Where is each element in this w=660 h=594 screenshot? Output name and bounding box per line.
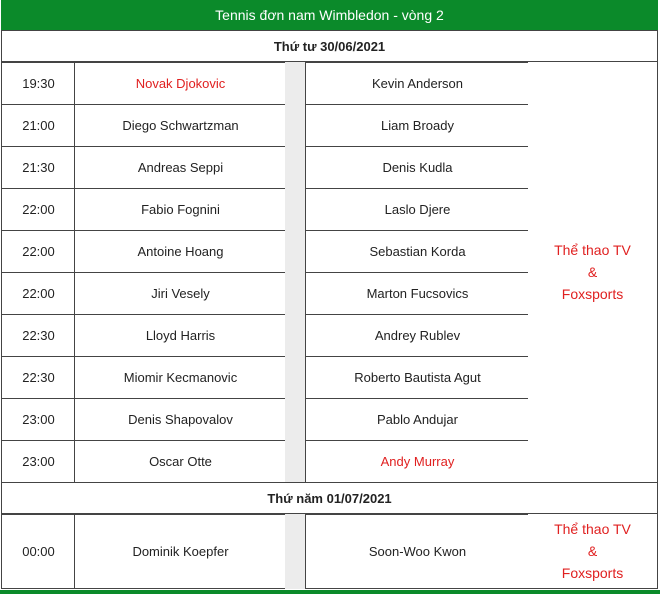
- player-away: Denis Kudla: [305, 146, 530, 189]
- player-away: Kevin Anderson: [305, 62, 530, 105]
- column-gap: [285, 514, 306, 589]
- player-home: Fabio Fognini: [74, 188, 287, 231]
- bottom-divider: [0, 590, 660, 594]
- tv-channel-line3: Foxsports: [561, 286, 624, 302]
- match-time: 22:30: [1, 356, 76, 399]
- match-time: 21:30: [1, 146, 76, 189]
- column-gap: [285, 272, 306, 315]
- column-gap: [285, 146, 306, 189]
- player-away: Sebastian Korda: [305, 230, 530, 273]
- tv-channel: [528, 514, 658, 589]
- player-home: Lloyd Harris: [74, 314, 287, 357]
- player-away: Liam Broady: [305, 104, 530, 147]
- date-header: Thứ tư 30/06/2021: [1, 30, 658, 62]
- match-time: 23:00: [1, 440, 76, 483]
- tv-channel-line2: &: [587, 543, 598, 559]
- table-title: Tennis đơn nam Wimbledon - vòng 2: [1, 0, 658, 30]
- tv-channel: [528, 62, 658, 483]
- column-gap: [285, 314, 306, 357]
- player-home: Diego Schwartzman: [74, 104, 287, 147]
- player-home: Denis Shapovalov: [74, 398, 287, 441]
- match-time: 22:00: [1, 188, 76, 231]
- column-gap: [285, 104, 306, 147]
- player-away: Andrey Rublev: [305, 314, 530, 357]
- player-away: Marton Fucsovics: [305, 272, 530, 315]
- match-time: 19:30: [1, 62, 76, 105]
- column-gap: [285, 440, 306, 483]
- player-away: Soon-Woo Kwon: [305, 514, 530, 589]
- player-away: Laslo Djere: [305, 188, 530, 231]
- player-home: Oscar Otte: [74, 440, 287, 483]
- match-time: 22:30: [1, 314, 76, 357]
- player-home: Andreas Seppi: [74, 146, 287, 189]
- player-away: Andy Murray: [305, 440, 530, 483]
- column-gap: [285, 230, 306, 273]
- player-away: Roberto Bautista Agut: [305, 356, 530, 399]
- column-gap: [285, 62, 306, 105]
- player-away: Pablo Andujar: [305, 398, 530, 441]
- player-home: Jiri Vesely: [74, 272, 287, 315]
- tv-channel-line1: Thể thao TV: [554, 242, 631, 258]
- tv-channel-line2: &: [587, 264, 598, 280]
- player-home: Dominik Koepfer: [74, 514, 287, 589]
- tv-channel-line3: Foxsports: [561, 565, 624, 581]
- match-time: 21:00: [1, 104, 76, 147]
- column-gap: [285, 398, 306, 441]
- column-gap: [285, 188, 306, 231]
- match-time: 22:00: [1, 230, 76, 273]
- tv-channel-line1: Thể thao TV: [554, 521, 631, 537]
- date-header: Thứ năm 01/07/2021: [1, 482, 658, 514]
- match-time: 22:00: [1, 272, 76, 315]
- column-gap: [285, 356, 306, 399]
- match-time: 23:00: [1, 398, 76, 441]
- match-time: 00:00: [1, 514, 76, 589]
- player-home: Miomir Kecmanovic: [74, 356, 287, 399]
- player-home: Antoine Hoang: [74, 230, 287, 273]
- player-home: Novak Djokovic: [74, 62, 287, 105]
